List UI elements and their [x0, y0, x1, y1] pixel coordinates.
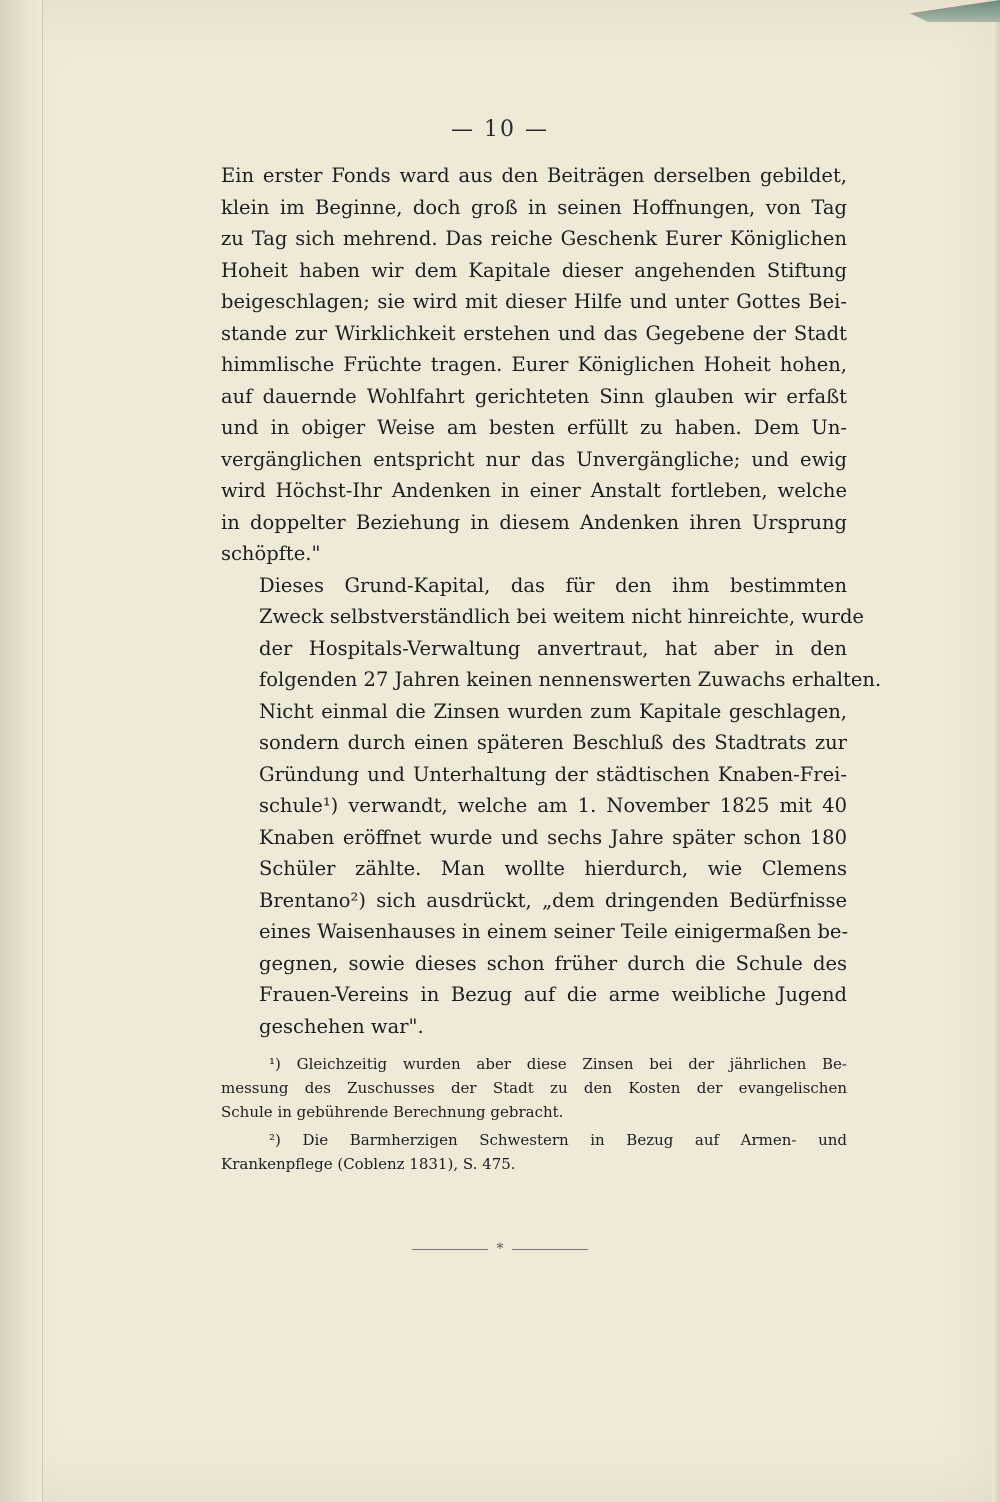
footnote-line: ¹) Gleichzeitig wurden aber diese Zinsen bei der jährlichen Be- [269, 1055, 847, 1073]
text-line: zu Tag sich mehrend. Das reiche Geschenk Eurer Königlichen [221, 227, 847, 250]
paragraph [221, 160, 847, 570]
text-line: Zweck selbstverständlich bei weitem nicht hinreichte, wurde [259, 605, 864, 628]
text-line: Knaben eröffnet wurde und sechs Jahre später schon 180 [259, 825, 847, 849]
text-line: auf dauernde Wohlfahrt gerichteten Sinn glauben wir erfaßt [221, 384, 847, 408]
text-line: Schüler zählte. Man wollte hierdurch, wie Clemens [259, 857, 847, 880]
text-line: folgenden 27 Jahren keinen nennenswerten Zuwachs erhalten. [259, 668, 882, 691]
text-line: in doppelter Beziehung in diesem Andenken ihren Ursprung [221, 510, 847, 534]
text-line: himmlische Früchte tragen. Eurer Königlichen Hoheit hohen, [221, 353, 847, 376]
text-line: Dieses Grund-Kapital, das für den ihm bestimmten [259, 573, 847, 597]
text-line: Ein erster Fonds ward aus den Beiträgen derselben gebildet, [221, 164, 847, 187]
text-line: Nicht einmal die Zinsen wurden zum Kapitale geschlagen, [259, 699, 847, 723]
footnote-line: ²) Die Barmherzigen Schwestern in Bezug auf Armen- und [269, 1131, 847, 1149]
text-line: schöpfte." [221, 542, 321, 565]
page-gutter [0, 0, 43, 1502]
body-text [221, 160, 882, 1042]
text-line: Brentano²) sich ausdrückt, „dem dringenden Bedürfnisse [259, 888, 847, 912]
text-line: Gründung und Unterhaltung der städtischen Knaben-Frei- [259, 762, 847, 786]
text-line: sondern durch einen späteren Beschluß des Stadtrats zur [259, 731, 847, 754]
text-line: schule¹) verwandt, welche am 1. November 1825 mit 40 [259, 794, 847, 817]
text-line: wird Höchst-Ihr Andenken in einer Anstalt fortleben, welche [221, 479, 847, 502]
footnotes [221, 1052, 847, 1180]
footnote-line: messung des Zuschusses der Stadt zu den Kosten der evangelischen [221, 1079, 847, 1097]
text-line: und in obiger Weise am besten erfüllt zu haben. Dem Un- [221, 416, 847, 439]
text-line: Hoheit haben wir dem Kapitale dieser angehenden Stiftung [221, 258, 847, 282]
footnote [221, 1128, 847, 1176]
footnote-line: Krankenpflege (Coblenz 1831), S. 475. [221, 1155, 516, 1173]
text-line: der Hospitals-Verwaltung anvertraut, hat aber in den [259, 636, 847, 660]
paragraph [221, 570, 882, 1043]
text-line: eines Waisenhauses in einem seiner Teile einigermaßen be- [259, 920, 849, 943]
text-line: geschehen war". [259, 1014, 424, 1038]
text-line: gegnen, sowie dieses schon früher durch die Schule des [259, 951, 847, 975]
page-edge [992, 0, 1000, 1502]
page-corner-binding [910, 0, 1000, 22]
text-line: stande zur Wirklichkeit erstehen und das Gegebene der Stadt [221, 321, 847, 345]
page-number: — 10 — [451, 117, 549, 142]
footnote-line: Schule in gebührende Berechnung gebracht. [221, 1103, 564, 1121]
separator-rule-left [412, 1249, 488, 1250]
text-line: Frauen-Vereins in Bezug auf die arme weibliche Jugend [259, 983, 847, 1006]
text-line: klein im Beginne, doch groß in seinen Hoffnungen, von Tag [221, 195, 847, 219]
text-line: vergänglichen entspricht nur das Unvergängliche; und ewig [221, 447, 847, 471]
text-line: beigeschlagen; sie wird mit dieser Hilfe und unter Gottes Bei- [221, 290, 847, 313]
end-separator [0, 1241, 1000, 1257]
separator-rule-right [512, 1249, 588, 1250]
separator-star: * [496, 1241, 504, 1257]
footnote [221, 1052, 847, 1124]
